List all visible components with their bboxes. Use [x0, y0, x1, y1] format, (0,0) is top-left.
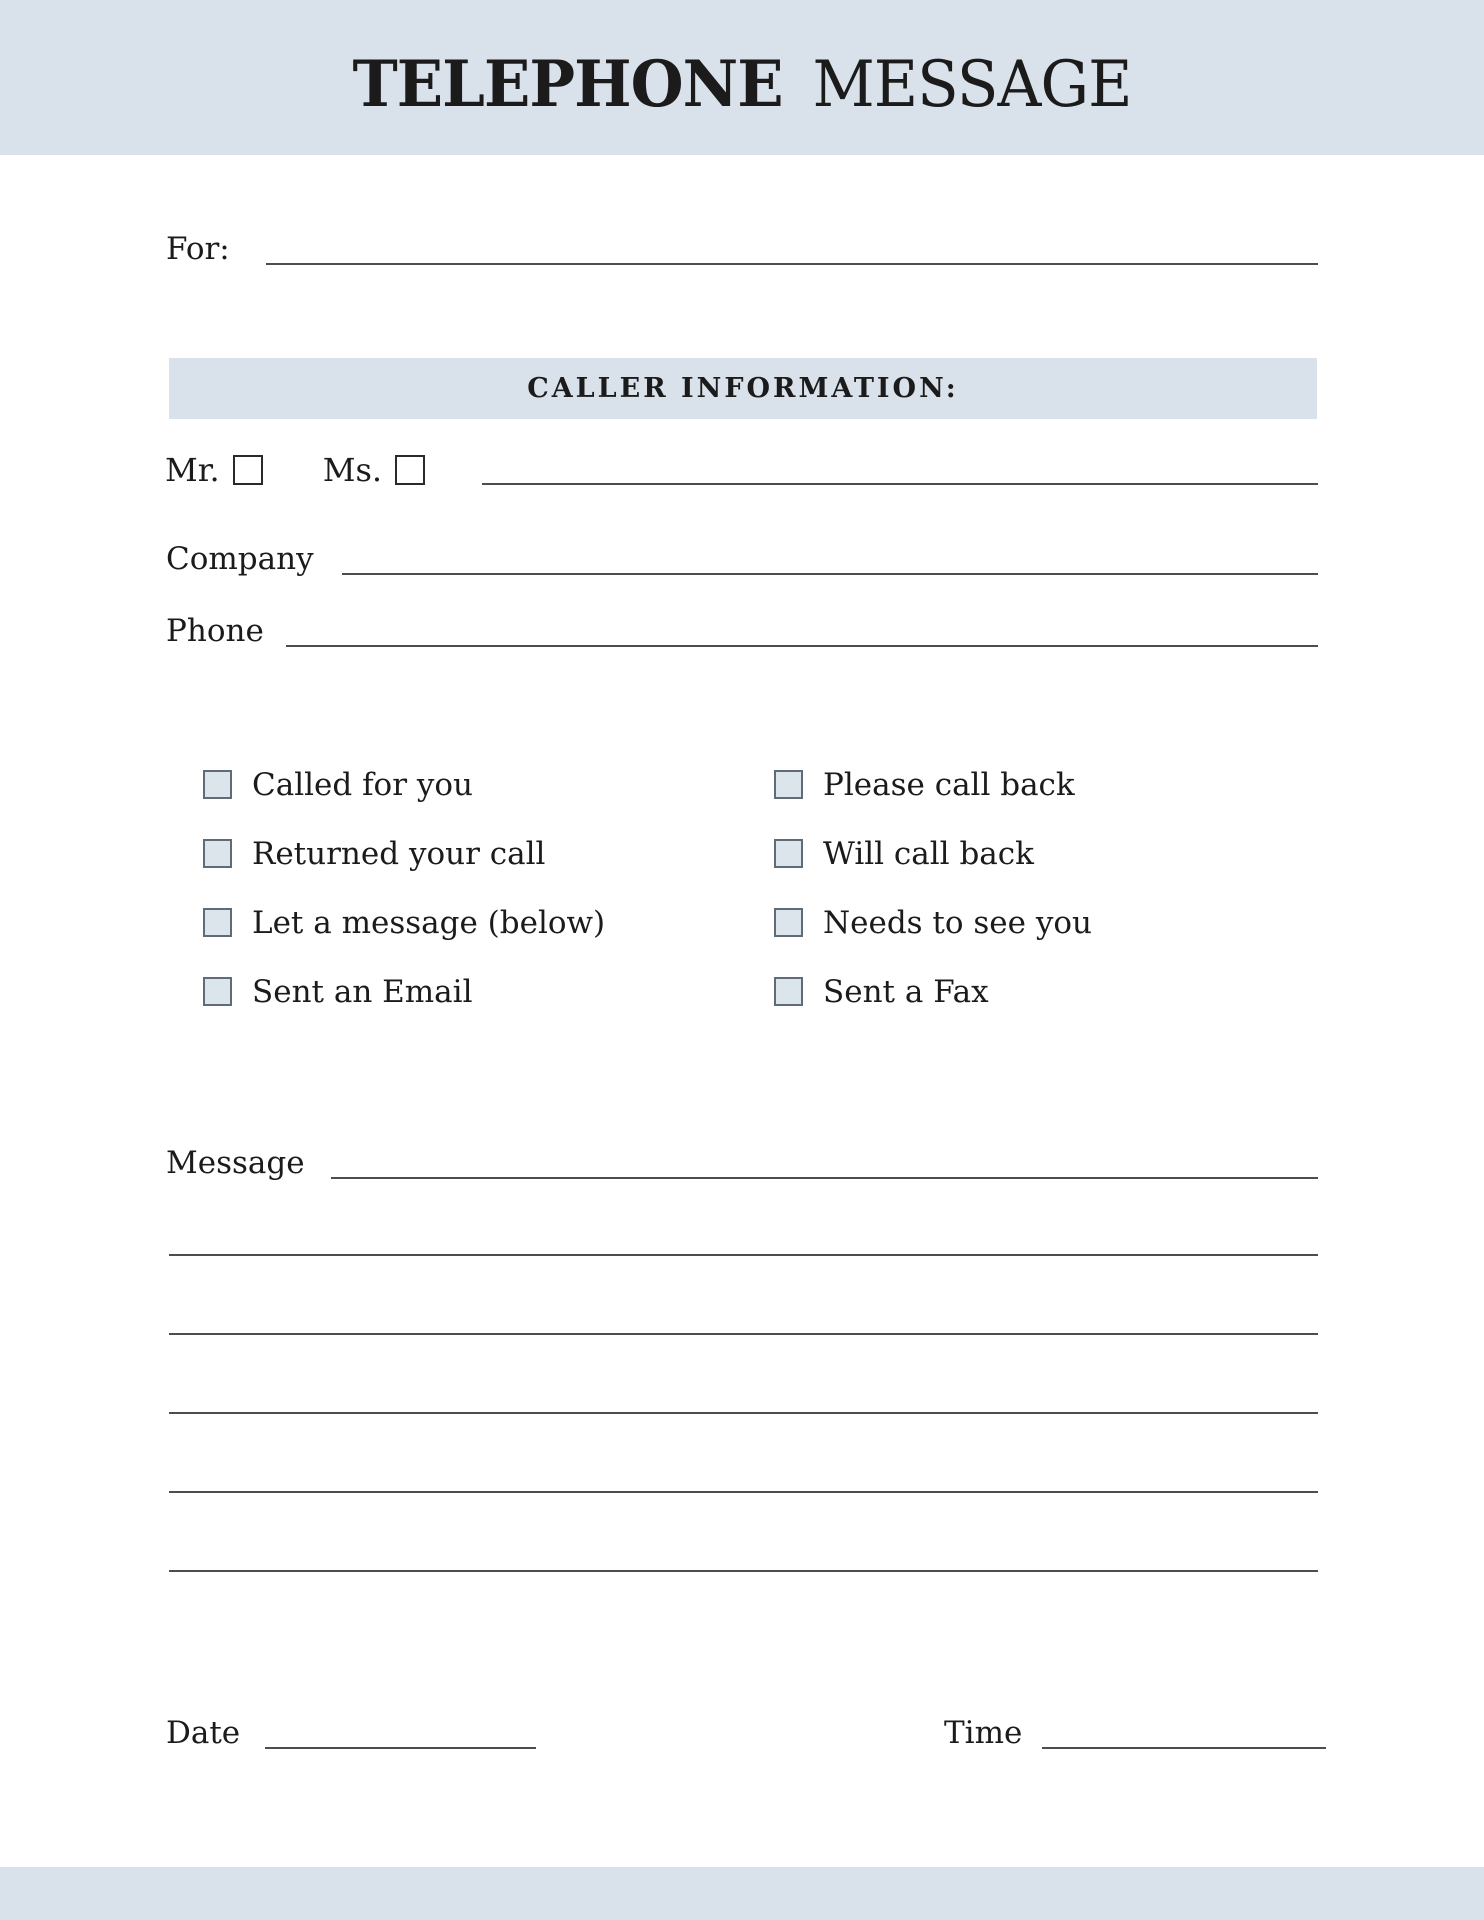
- message-label: Message: [166, 1145, 305, 1182]
- message-line[interactable]: [169, 1570, 1318, 1572]
- time-input-line[interactable]: [1042, 1747, 1326, 1749]
- date-label: Date: [166, 1715, 241, 1752]
- call-options: [203, 750, 1318, 1026]
- message-line[interactable]: [169, 1491, 1318, 1493]
- mr-label: Mr.: [165, 450, 220, 489]
- message-line[interactable]: [169, 1333, 1318, 1335]
- time-label: Time: [944, 1715, 1023, 1752]
- call-option-label: Sent an Email: [252, 973, 473, 1010]
- call-option-label: Will call back: [823, 835, 1034, 872]
- page-title: [352, 46, 1132, 122]
- time-field-row: [944, 1712, 1326, 1756]
- caller-name-input-line[interactable]: [482, 483, 1318, 485]
- call-option-checkbox[interactable]: [774, 839, 803, 868]
- call-option-label: Called for you: [252, 766, 474, 803]
- company-field-row: [166, 538, 1318, 582]
- page-title-light: MESSAGE: [812, 47, 1132, 122]
- call-option-checkbox[interactable]: [774, 977, 803, 1006]
- call-option: [203, 819, 774, 888]
- call-option: [774, 957, 1318, 1026]
- header-band: [0, 0, 1484, 155]
- call-option-checkbox[interactable]: [203, 977, 232, 1006]
- call-option-checkbox[interactable]: [774, 908, 803, 937]
- call-option: [203, 957, 774, 1026]
- caller-info-section-band: [169, 358, 1317, 419]
- phone-input-line[interactable]: [286, 645, 1318, 647]
- call-option-label: Needs to see you: [823, 904, 1092, 941]
- company-label: Company: [166, 541, 314, 578]
- call-option-label: Returned your call: [252, 835, 546, 872]
- salutation-row: [165, 448, 1318, 492]
- call-option-checkbox[interactable]: [774, 770, 803, 799]
- call-option: [774, 819, 1318, 888]
- phone-label: Phone: [166, 613, 264, 650]
- message-input-line[interactable]: [331, 1177, 1318, 1179]
- message-lines: [169, 1254, 1318, 1649]
- mr-checkbox[interactable]: [233, 455, 263, 485]
- for-label: For:: [166, 231, 230, 268]
- company-input-line[interactable]: [342, 573, 1318, 575]
- date-field-row: [166, 1712, 536, 1756]
- message-line[interactable]: [169, 1412, 1318, 1414]
- ms-label: Ms.: [322, 450, 383, 489]
- for-input-line[interactable]: [266, 263, 1318, 265]
- call-option-checkbox[interactable]: [203, 908, 232, 937]
- message-field-row: [166, 1142, 1318, 1186]
- call-option-label: Let a message (below): [252, 904, 606, 941]
- message-line[interactable]: [169, 1254, 1318, 1256]
- date-input-line[interactable]: [265, 1747, 536, 1749]
- for-field-row: [166, 228, 1318, 272]
- call-option-checkbox[interactable]: [203, 770, 232, 799]
- ms-checkbox[interactable]: [395, 455, 425, 485]
- page-title-bold: TELEPHONE: [352, 46, 783, 122]
- call-option: [203, 750, 774, 819]
- call-option: [774, 888, 1318, 957]
- call-option: [774, 750, 1318, 819]
- caller-info-heading: CALLER INFORMATION:: [527, 373, 959, 404]
- call-option-label: Please call back: [823, 766, 1075, 803]
- footer-band: [0, 1867, 1484, 1920]
- call-option-label: Sent a Fax: [823, 973, 989, 1010]
- phone-field-row: [166, 610, 1318, 654]
- call-option-checkbox[interactable]: [203, 839, 232, 868]
- call-option: [203, 888, 774, 957]
